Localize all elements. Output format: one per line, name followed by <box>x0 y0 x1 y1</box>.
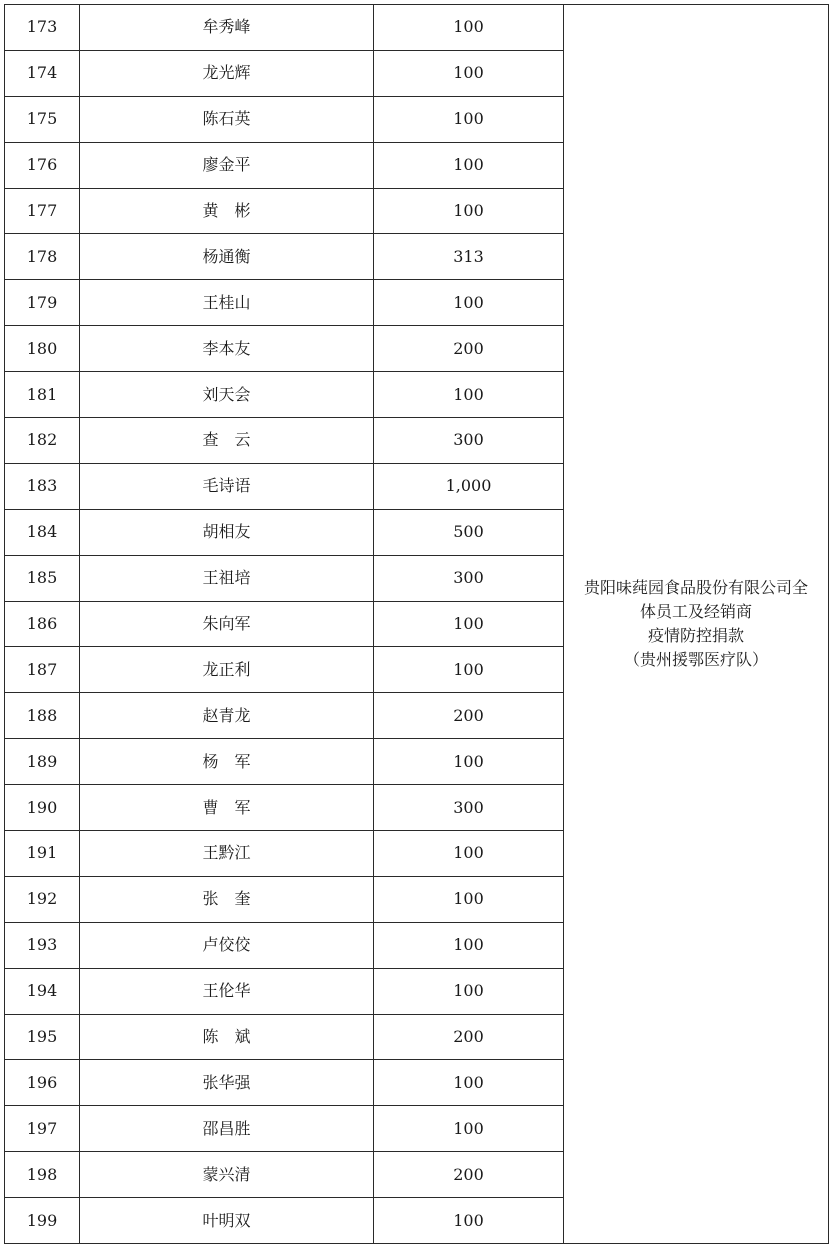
donor-name-cell: 廖金平 <box>80 142 374 188</box>
row-number-cell: 179 <box>5 280 80 326</box>
donation-amount-cell: 100 <box>374 647 564 693</box>
row-number-cell: 189 <box>5 739 80 785</box>
donor-name-cell: 赵青龙 <box>80 693 374 739</box>
row-number-cell: 199 <box>5 1198 80 1244</box>
donor-name-cell: 龙光辉 <box>80 50 374 96</box>
donation-amount-cell: 100 <box>374 876 564 922</box>
row-number-cell: 185 <box>5 555 80 601</box>
donor-name-cell: 杨 军 <box>80 739 374 785</box>
donation-amount-cell: 1,000 <box>374 463 564 509</box>
donation-amount-cell: 100 <box>374 280 564 326</box>
donation-amount-cell: 500 <box>374 509 564 555</box>
donor-name-cell: 毛诗语 <box>80 463 374 509</box>
row-number-cell: 198 <box>5 1152 80 1198</box>
donor-name-cell: 陈 斌 <box>80 1014 374 1060</box>
row-number-cell: 193 <box>5 922 80 968</box>
row-number-cell: 182 <box>5 418 80 464</box>
donor-name-cell: 张 奎 <box>80 876 374 922</box>
donor-name-cell: 王伦华 <box>80 968 374 1014</box>
remark-line: 贵阳味莼园食品股份有限公司全 <box>583 578 808 598</box>
row-number-cell: 194 <box>5 968 80 1014</box>
donor-name-cell: 杨通衡 <box>80 234 374 280</box>
donation-amount-cell: 300 <box>374 418 564 464</box>
donor-name-cell: 蒙兴清 <box>80 1152 374 1198</box>
row-number-cell: 180 <box>5 326 80 372</box>
row-number-cell: 188 <box>5 693 80 739</box>
donation-table <box>4 4 829 1244</box>
donor-name-cell: 查 云 <box>80 418 374 464</box>
donor-name-cell: 龙正利 <box>80 647 374 693</box>
donation-amount-cell: 100 <box>374 1106 564 1152</box>
donor-name-cell: 刘天会 <box>80 372 374 418</box>
donation-amount-cell: 100 <box>374 968 564 1014</box>
row-number-cell: 184 <box>5 509 80 555</box>
donation-amount-cell: 200 <box>374 1014 564 1060</box>
row-number-cell: 187 <box>5 647 80 693</box>
donation-amount-cell: 300 <box>374 555 564 601</box>
donor-name-cell: 王桂山 <box>80 280 374 326</box>
row-number-cell: 190 <box>5 785 80 831</box>
table-row <box>5 5 829 51</box>
donor-name-cell: 朱向军 <box>80 601 374 647</box>
donor-name-cell: 邵昌胜 <box>80 1106 374 1152</box>
row-number-cell: 175 <box>5 96 80 142</box>
row-number-cell: 197 <box>5 1106 80 1152</box>
donation-amount-cell: 100 <box>374 1198 564 1244</box>
donor-name-cell: 陈石英 <box>80 96 374 142</box>
donor-name-cell: 李本友 <box>80 326 374 372</box>
donation-amount-cell: 100 <box>374 922 564 968</box>
row-number-cell: 177 <box>5 188 80 234</box>
row-number-cell: 191 <box>5 831 80 877</box>
row-number-cell: 195 <box>5 1014 80 1060</box>
donation-amount-cell: 313 <box>374 234 564 280</box>
donation-amount-cell: 100 <box>374 739 564 785</box>
row-number-cell: 186 <box>5 601 80 647</box>
remark-cell <box>564 5 829 1244</box>
remark-line: 疫情防控捐款 <box>647 626 744 646</box>
donation-amount-cell: 100 <box>374 601 564 647</box>
donation-amount-cell: 200 <box>374 693 564 739</box>
donor-name-cell: 张华强 <box>80 1060 374 1106</box>
donor-name-cell: 王祖培 <box>80 555 374 601</box>
donor-name-cell: 卢佼佼 <box>80 922 374 968</box>
donation-amount-cell: 200 <box>374 1152 564 1198</box>
donor-name-cell: 胡相友 <box>80 509 374 555</box>
row-number-cell: 183 <box>5 463 80 509</box>
row-number-cell: 178 <box>5 234 80 280</box>
donation-amount-cell: 100 <box>374 831 564 877</box>
row-number-cell: 176 <box>5 142 80 188</box>
donation-amount-cell: 100 <box>374 96 564 142</box>
donor-name-cell: 叶明双 <box>80 1198 374 1244</box>
donation-amount-cell: 100 <box>374 188 564 234</box>
donor-name-cell: 曹 军 <box>80 785 374 831</box>
row-number-cell: 174 <box>5 50 80 96</box>
donation-amount-cell: 300 <box>374 785 564 831</box>
donation-amount-cell: 100 <box>374 142 564 188</box>
donation-amount-cell: 100 <box>374 1060 564 1106</box>
row-number-cell: 196 <box>5 1060 80 1106</box>
row-number-cell: 192 <box>5 876 80 922</box>
donation-table-body <box>5 5 829 1244</box>
donor-name-cell: 牟秀峰 <box>80 5 374 51</box>
donation-amount-cell: 200 <box>374 326 564 372</box>
remark-line: 体员工及经销商 <box>639 602 752 622</box>
donation-amount-cell: 100 <box>374 5 564 51</box>
donor-name-cell: 黄 彬 <box>80 188 374 234</box>
donation-amount-cell: 100 <box>374 372 564 418</box>
row-number-cell: 181 <box>5 372 80 418</box>
donor-name-cell: 王黔江 <box>80 831 374 877</box>
donation-amount-cell: 100 <box>374 50 564 96</box>
row-number-cell: 173 <box>5 5 80 51</box>
remark-line: （贵州援鄂医疗队） <box>623 650 768 670</box>
